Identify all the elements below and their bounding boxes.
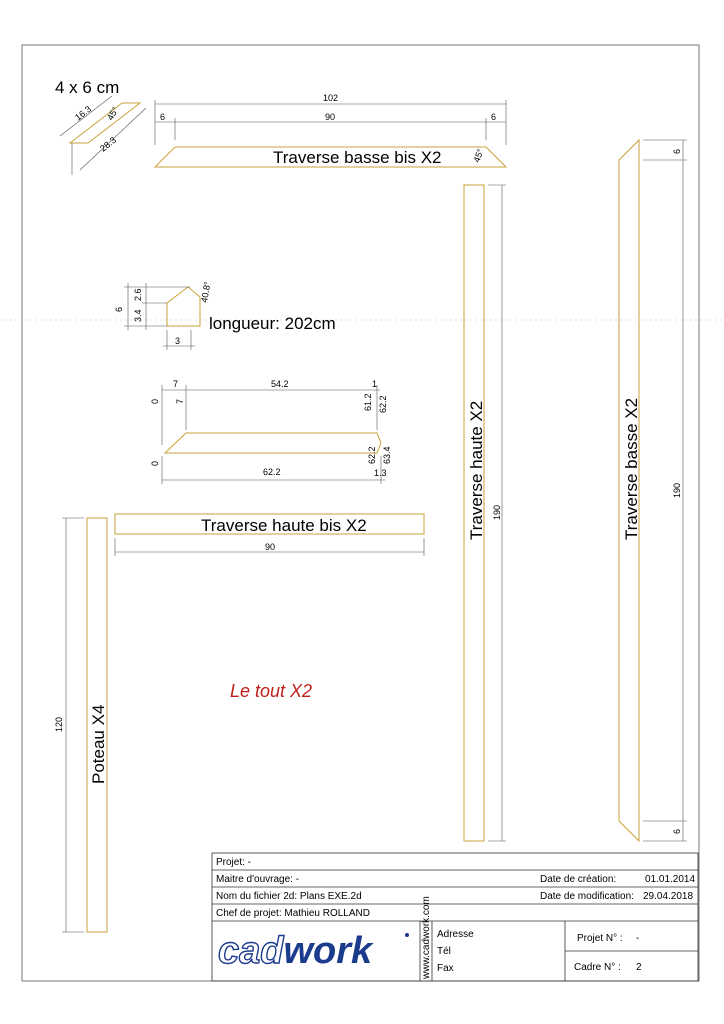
traverse-haute-bis-label: Traverse haute bis X2 xyxy=(201,516,367,535)
corner-dim-angle: 45° xyxy=(105,105,121,122)
traverse-basse-bis-angle: 45° xyxy=(471,147,486,164)
corner-piece xyxy=(60,96,146,175)
tb-website: www.cadwork.com xyxy=(421,896,432,979)
traverse-basse-top-dim: 6 xyxy=(672,148,682,154)
tb-projet-no: - xyxy=(636,933,640,944)
section-label: 4 x 6 cm xyxy=(55,78,120,97)
tb-projet: Projet: - xyxy=(216,857,252,868)
sheet-border xyxy=(22,45,699,981)
traverse-basse-bis-label: Traverse basse bis X2 xyxy=(273,148,442,167)
detail-top-mid-dim: 54.2 xyxy=(271,379,289,389)
cadwork-logo xyxy=(218,930,409,972)
logo-light: cad xyxy=(218,930,284,972)
traverse-basse xyxy=(619,140,687,841)
note-label: Le tout X2 xyxy=(230,681,313,701)
profile-length-label: longueur: 202cm xyxy=(209,314,336,333)
traverse-basse-bis-right-dim: 6 xyxy=(491,112,497,122)
poteau xyxy=(54,518,108,932)
corner-dim-diagonal: 28.3 xyxy=(98,134,119,154)
detail-view xyxy=(150,379,392,484)
tb-tel: Tél xyxy=(437,946,451,957)
detail-left-seven: 7 xyxy=(175,398,185,404)
tb-cadre-no: 2 xyxy=(636,962,642,973)
tb-date-creation-label: Date de création: xyxy=(540,874,617,885)
traverse-haute xyxy=(464,185,506,841)
detail-bottom-right-b: 63.4 xyxy=(382,446,392,464)
detail-top-right-dim: 1 xyxy=(372,379,378,389)
logo-bold: work xyxy=(283,930,373,972)
tb-date-creation: 01.01.2014 xyxy=(645,874,696,885)
tb-date-modif-label: Date de modification: xyxy=(540,891,634,902)
tb-projet-no-label: Projet N° : xyxy=(577,933,623,944)
traverse-haute-bis-dim: 90 xyxy=(265,542,276,552)
profile-angle-dim: 40.8° xyxy=(199,280,213,304)
detail-left-zero-top: 0 xyxy=(150,398,160,404)
traverse-basse-bottom-dim: 6 xyxy=(672,828,682,834)
detail-bottom-right-a: 62.2 xyxy=(367,446,377,464)
profile-bottom-dim: 3.4 xyxy=(133,309,143,322)
svg-text:cadwork xyxy=(218,930,374,972)
detail-bottom-mid-dim: 62.2 xyxy=(263,467,281,477)
traverse-basse-bis xyxy=(155,93,506,167)
traverse-basse-bis-total-dim: 102 xyxy=(323,93,339,103)
detail-outline xyxy=(165,433,381,453)
profile-section xyxy=(114,280,336,350)
tb-cadre-no-label: Cadre N° : xyxy=(574,962,621,973)
detail-bottom-right-c: 1.3 xyxy=(374,468,387,478)
poteau-label: Poteau X4 xyxy=(89,704,108,784)
traverse-haute-dim: 190 xyxy=(492,504,502,520)
traverse-basse-dim: 190 xyxy=(672,482,682,498)
corner-dim-length: 16.3 xyxy=(73,103,94,123)
tb-maitre: Maitre d'ouvrage: - xyxy=(216,874,300,885)
tb-date-modif: 29.04.2018 xyxy=(643,891,694,902)
detail-right-a: 61.2 xyxy=(363,393,373,411)
profile-width-dim: 3 xyxy=(175,336,181,346)
title-block xyxy=(212,853,698,981)
tb-adresse: Adresse xyxy=(437,929,474,940)
traverse-basse-bis-middle-dim: 90 xyxy=(325,112,336,122)
profile-height-dim: 6 xyxy=(114,306,124,312)
tb-chef: Chef de projet: Mathieu ROLLAND xyxy=(216,908,370,919)
traverse-basse-bis-left-dim: 6 xyxy=(160,112,166,122)
traverse-basse-label: Traverse basse X2 xyxy=(622,397,641,540)
detail-left-zero-bottom: 0 xyxy=(150,460,160,466)
traverse-haute-label: Traverse haute X2 xyxy=(467,400,486,540)
detail-right-b: 62.2 xyxy=(378,395,388,413)
traverse-haute-bis xyxy=(115,514,424,556)
detail-top-left-dim: 7 xyxy=(173,379,179,389)
tb-fichier: Nom du fichier 2d: Plans EXE.2d xyxy=(216,891,362,902)
profile-top-dim: 2.6 xyxy=(133,288,143,301)
tb-fax: Fax xyxy=(437,963,454,974)
poteau-dim: 120 xyxy=(54,716,64,732)
